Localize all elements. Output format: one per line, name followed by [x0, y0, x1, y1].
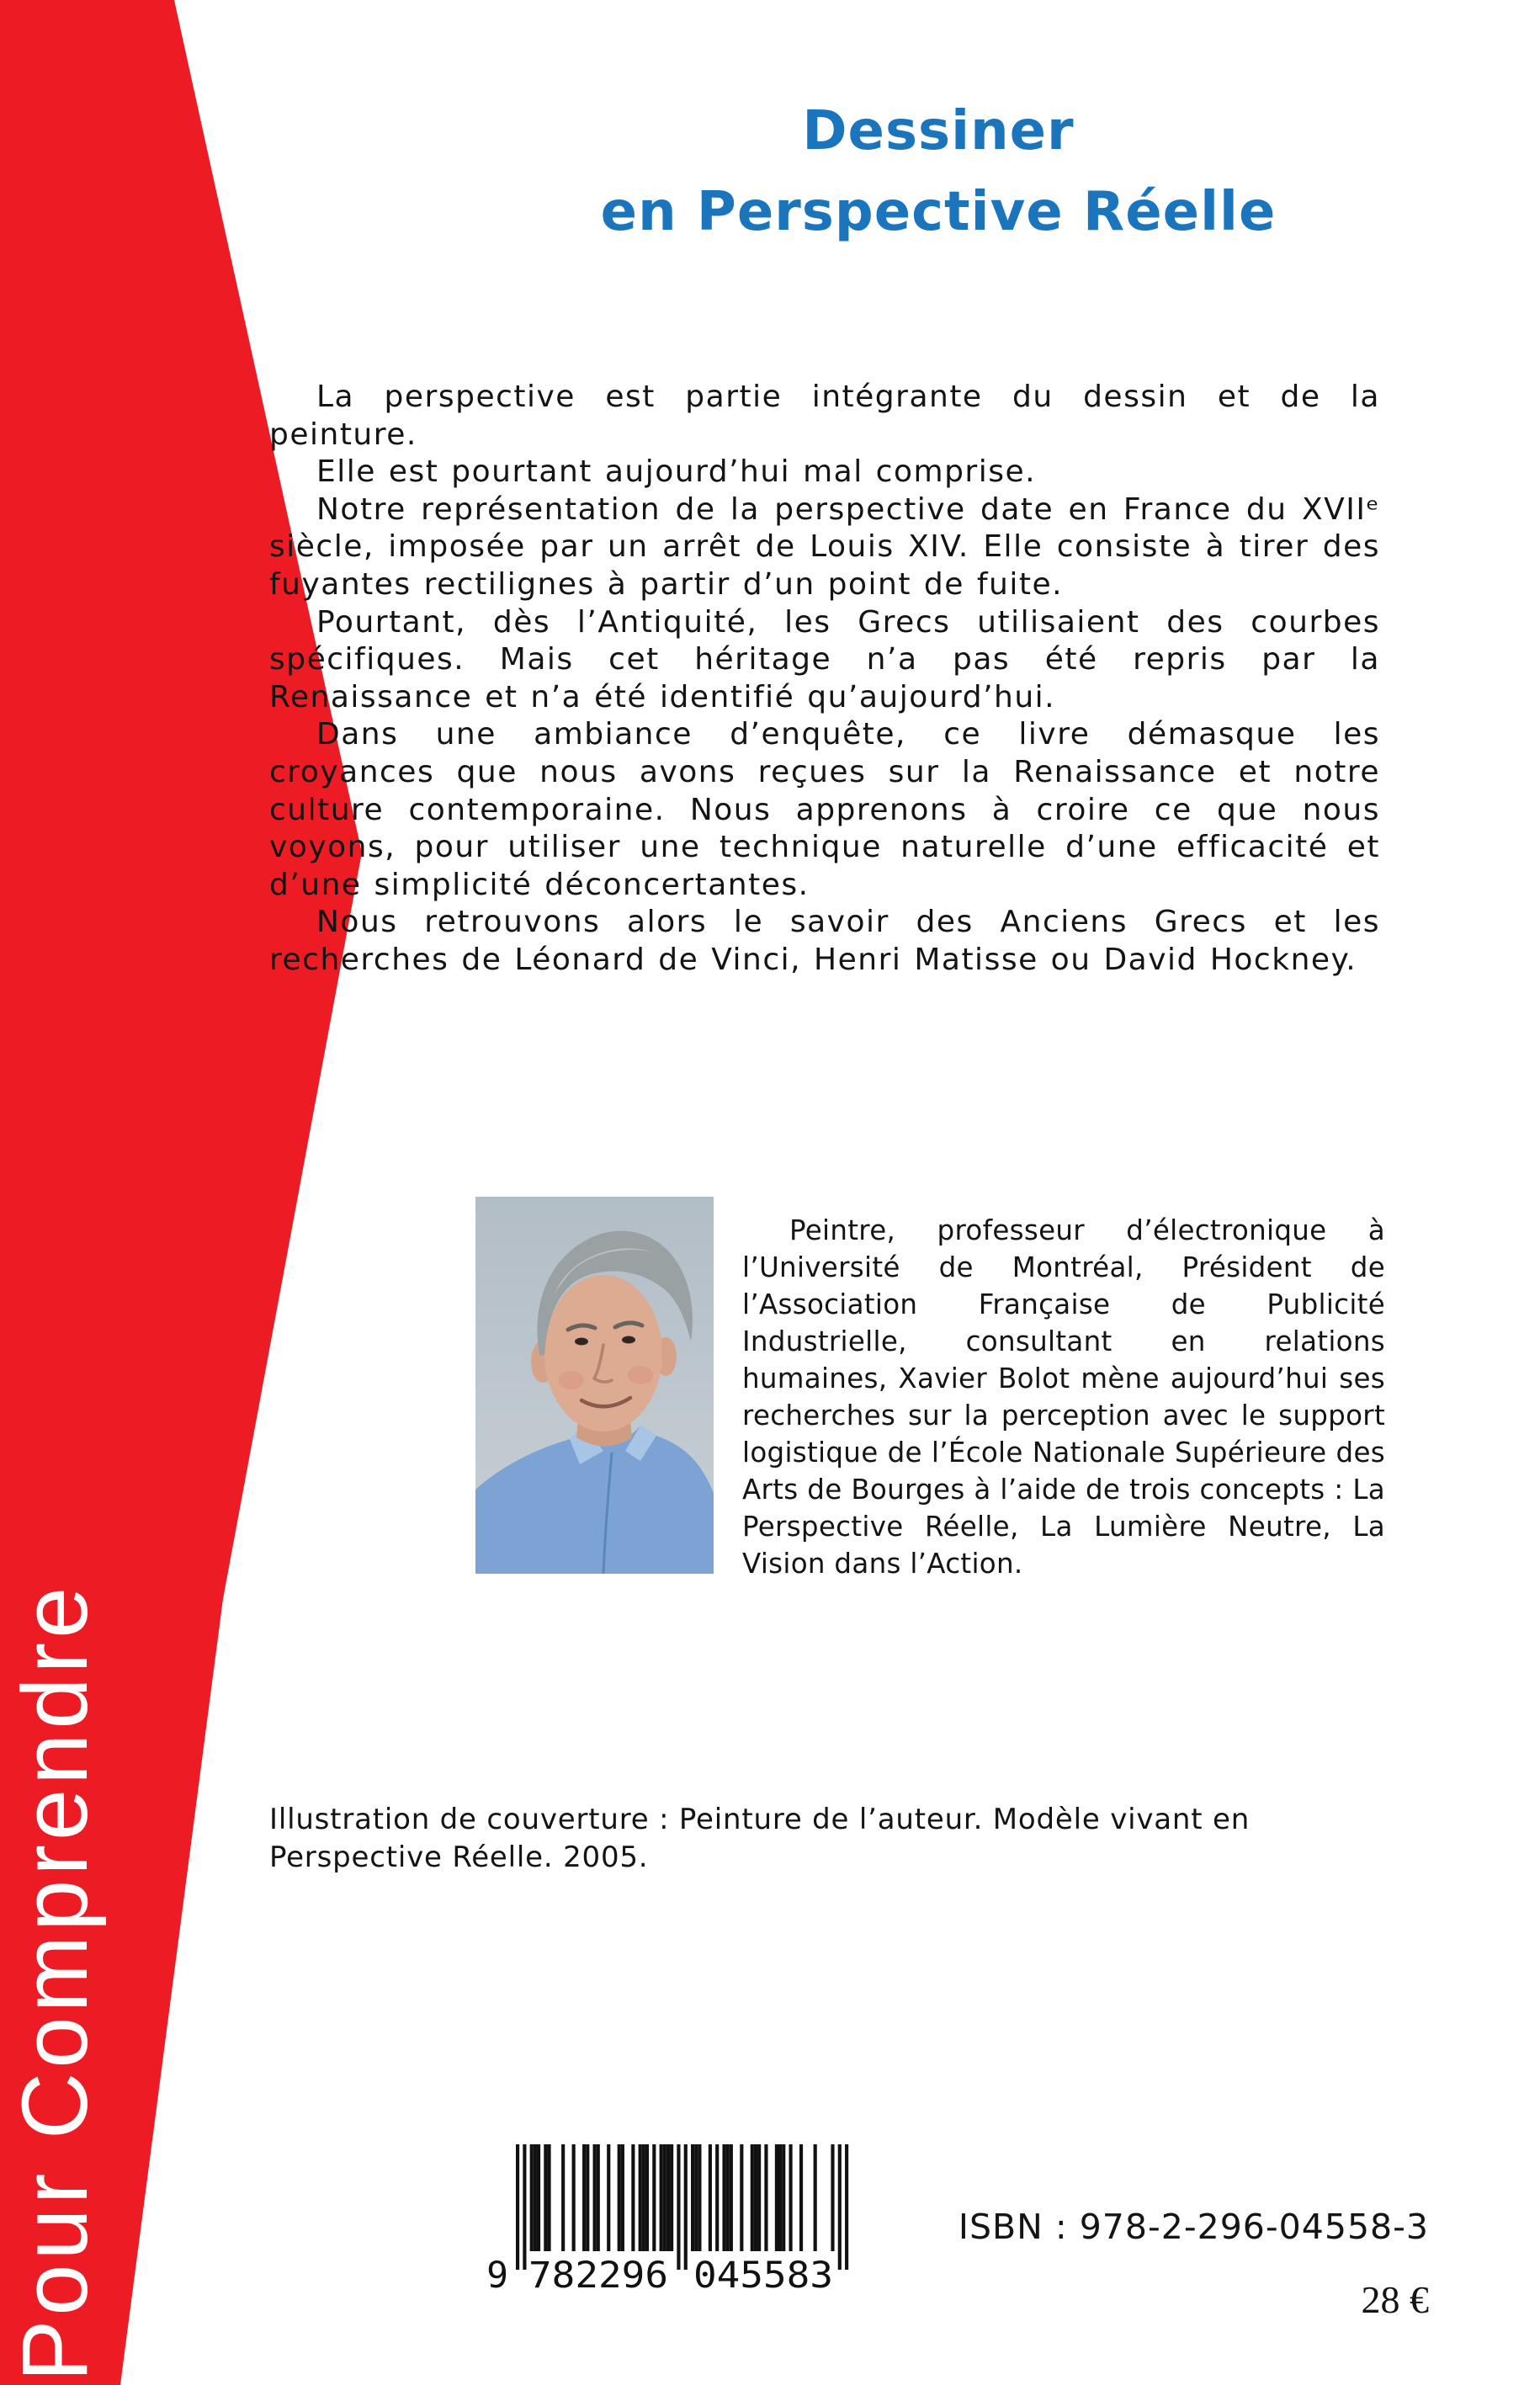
eye: [575, 1338, 588, 1346]
barcode: [468, 2144, 863, 2292]
synopsis: [269, 379, 1380, 980]
synopsis-paragraph: Pourtant, dès l’Antiquité, les Grecs utilisaient des courbes spécifiques. Mais cet héritage n’a pas été repris par la Renaissance et n’a été identifié qu’aujourd’hui.: [269, 604, 1380, 714]
synopsis-paragraph: Notre représentation de la perspective date en France du XVIIᵉ siècle, imposée par un arrêt de Louis XIV. Elle consiste à tirer des fuyantes rectilignes à partir d’un point de fuite.: [269, 491, 1380, 602]
barcode-bars: [516, 2144, 848, 2270]
book-title-line1: Dessiner: [802, 100, 1075, 162]
barcode-digits-left: 782296: [528, 2255, 668, 2292]
series-label: Pour Comprendre: [3, 1582, 107, 2382]
eye: [622, 1336, 635, 1344]
illustration-credit: Illustration de couverture : Peinture de l’auteur. Modèle vivant en Perspective Réelle. 2005.: [269, 1803, 1251, 1874]
barcode-digit-first: 9: [486, 2255, 508, 2292]
synopsis-paragraph: Elle est pourtant aujourd’hui mal comprise.: [316, 454, 1037, 490]
cheek: [559, 1371, 584, 1389]
author-bio: Peintre, professeur d’électronique à l’Université de Montréal, Président de l’Association Française de Publicité Industrielle, consultant en relations humaines, Xavier Bolot mène aujourd’hui ses recherches sur la perception avec le support logistique de l’École Nationale Supérieure des Arts de Bourges à l’aide de trois concepts : La Perspective Réelle, La Lumière Neutre, La Vision dans l’Action.: [742, 1214, 1385, 1580]
author-photo: [475, 1197, 714, 1574]
book-title: [438, 91, 1439, 252]
cheek: [628, 1366, 653, 1384]
isbn-text: ISBN : 978-2-296-04558-3: [958, 2207, 1429, 2247]
price-text: 28 €: [1361, 2278, 1429, 2321]
book-title-line2: en Perspective Réelle: [600, 181, 1277, 243]
synopsis-paragraph: Nous retrouvons alors le savoir des Anciens Grecs et les recherches de Léonard de Vinci, Henri Matisse ou David Hockney.: [269, 905, 1380, 977]
barcode-digits-right: 045583: [693, 2255, 833, 2292]
synopsis-paragraph: La perspective est partie intégrante du dessin et de la peinture.: [269, 380, 1380, 452]
synopsis-paragraph: Dans une ambiance d’enquête, ce livre démasque les croyances que nous avons reçues sur la Renaissance et notre culture contemporaine. Nous apprenons à croire ce que nous voyons, pour utiliser une technique naturelle d’une efficacité et d’une simplicité déconcertantes.: [269, 717, 1380, 902]
